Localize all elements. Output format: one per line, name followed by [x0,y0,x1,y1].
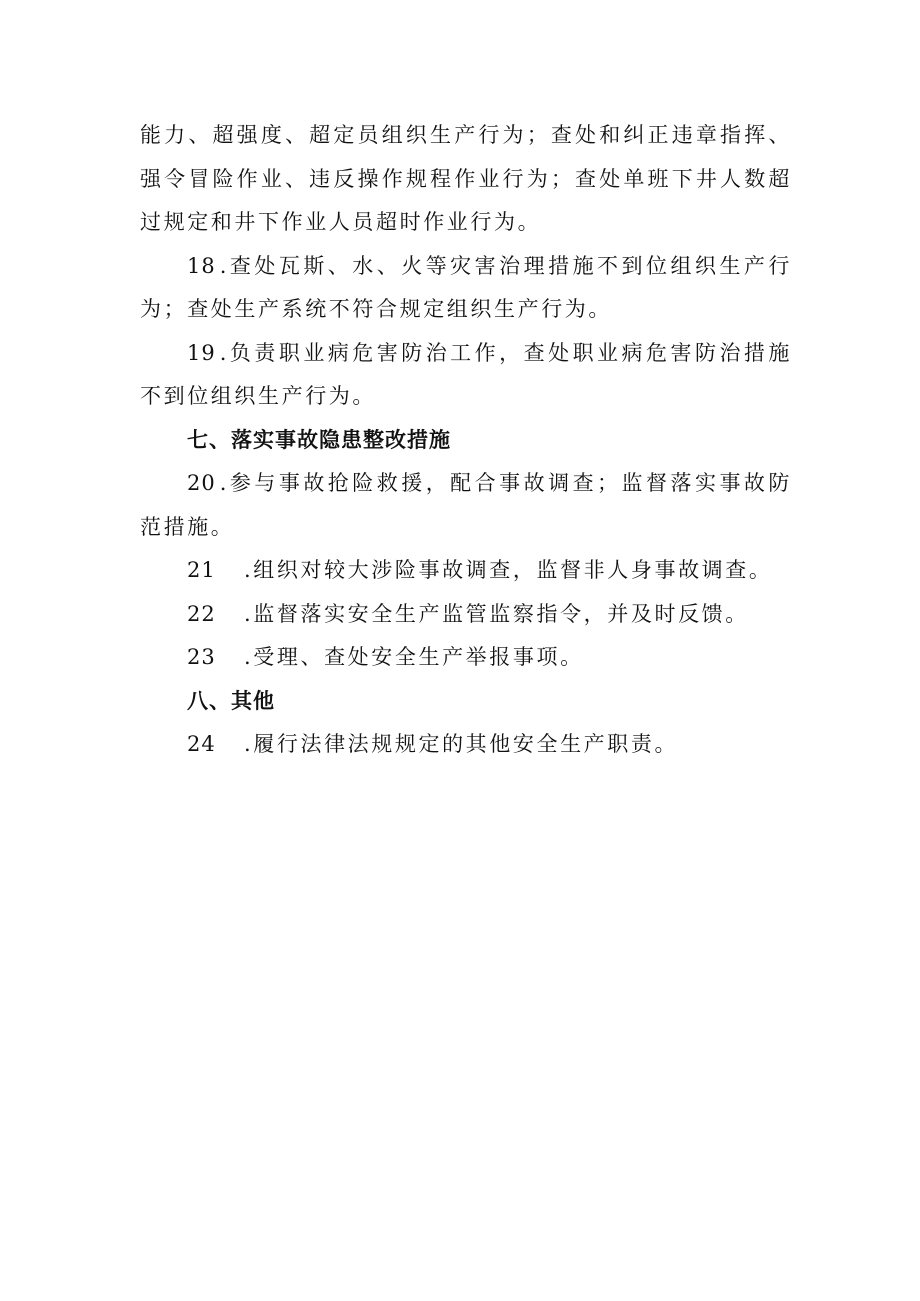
item-text: .查处瓦斯、水、火等灾害治理措施不到位组织生产行为；查处生产系统不符合规定组织生产行为。 [140,253,792,321]
item-number: 24 [187,732,216,756]
item-22 [140,593,792,637]
item-number: 20 [187,471,216,495]
item-18 [140,245,792,332]
item-number: 19 [187,340,216,365]
item-23 [140,636,792,680]
paragraph-continued: 能力、超强度、超定员组织生产行为；查处和纠正违章指挥、强令冒险作业、违反操作规程作业行为；查处单班下井人数超过规定和井下作业人员超时作业行为。 [140,123,792,234]
item-24 [140,723,792,767]
item-text: .参与事故抢险救援，配合事故调查；监督落实事故防范措施。 [140,471,792,539]
item-number: 23 [187,645,216,669]
section-heading-7: 七、落实事故隐患整改措施 [187,427,451,452]
item-19 [140,332,792,419]
item-text: .监督落实安全生产监管监察指令，并及时反馈。 [244,601,749,626]
item-text: .组织对较大涉险事故调查，监督非人身事故调查。 [244,558,773,582]
item-number: 21 [187,558,216,582]
document-page [140,114,792,767]
item-number: 18 [187,253,216,278]
section-heading-8: 八、其他 [187,688,275,713]
item-text: .履行法律法规规定的其他安全生产职责。 [244,732,679,756]
item-text: .受理、查处安全生产举报事项。 [244,645,584,669]
item-21 [140,549,792,593]
item-text: .负责职业病危害防治工作，查处职业病危害防治措施不到位组织生产行为。 [140,340,792,408]
item-number: 22 [187,601,216,626]
item-20 [140,462,792,549]
